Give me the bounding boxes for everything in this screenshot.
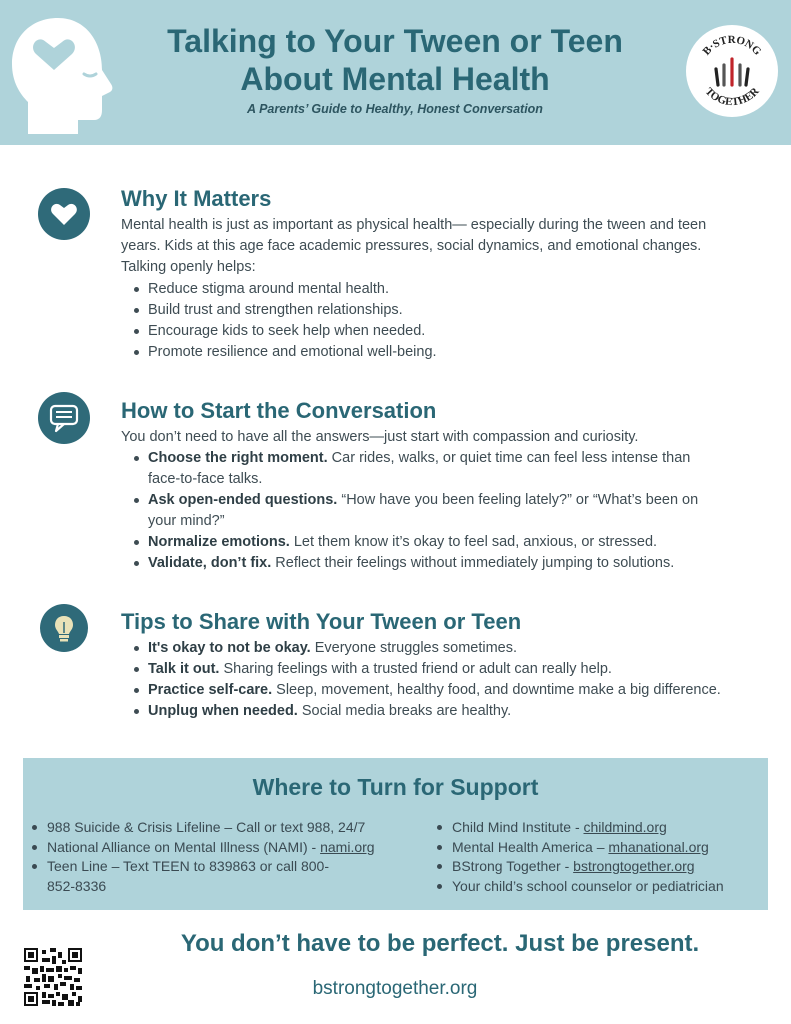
page-title	[120, 22, 670, 98]
support-heading: Where to Turn for Support	[252, 774, 539, 800]
list-item-text: Sleep, movement, healthy food, and downtime make a big difference.	[272, 682, 721, 698]
list-item: Encourage kids to seek help when needed.	[132, 321, 722, 342]
svg-text:TOGETHER: TOGETHER	[702, 85, 762, 109]
qr-code-icon	[24, 948, 82, 1006]
list-item-text: BStrong Together -	[452, 858, 574, 874]
list-item-bold: Choose the right moment.	[148, 450, 328, 466]
page-subtitle: A Parents’ Guide to Healthy, Honest Conversation	[247, 102, 543, 116]
list-item	[132, 638, 752, 659]
list-item-text: Reflect their feelings without immediately jumping to solutions.	[271, 555, 675, 571]
logo-icon	[686, 25, 778, 117]
list-item	[428, 877, 768, 897]
list-item	[132, 553, 712, 574]
list-item-bold: Talk it out.	[148, 661, 220, 677]
lightbulb-icon	[40, 604, 88, 652]
tips-list	[132, 638, 752, 722]
list-item-text: National Alliance on Mental Illness (NAMI) -	[47, 838, 321, 855]
chat-bubble-icon	[38, 392, 90, 444]
why-it-matters-paragraph: Mental health is just as important as physical health— especially during the tween and teen years. Kids at this age face academic pressures, social dynamics, and emotional changes. Talking openly helps:	[121, 217, 707, 275]
start-conversation-list	[132, 448, 712, 574]
list-item	[23, 818, 413, 838]
header-banner	[0, 0, 791, 145]
list-item-text: 988 Suicide & Crisis Lifeline – Call or text 988, 24/7	[47, 819, 366, 835]
list-item-bold: Validate, don’t fix.	[148, 555, 272, 571]
list-item-text: Everyone struggles sometimes.	[310, 640, 518, 656]
list-item	[428, 818, 768, 838]
list-item	[132, 532, 712, 553]
why-it-matters-heading: Why It Matters	[121, 186, 272, 211]
list-item-bold: Normalize emotions.	[148, 534, 290, 550]
start-conversation-heading: How to Start the Conversation	[121, 398, 437, 423]
childmind-link[interactable]: childmind.org	[583, 819, 667, 835]
list-item	[132, 490, 712, 532]
list-item-text: Teen Line – Text TEEN to 839863 or call 800-852-8336	[47, 858, 329, 894]
heart-icon	[38, 188, 90, 240]
list-item-text: Mental Health America –	[452, 838, 609, 855]
list-item-text: Social media breaks are healthy.	[297, 703, 512, 719]
footer-quote: You don’t have to be perfect. Just be present.	[180, 930, 700, 957]
list-item: Promote resilience and emotional well-being.	[132, 342, 722, 363]
bstrong-together-logo	[686, 25, 778, 117]
footer-url-link[interactable]: bstrongtogether.org	[312, 978, 478, 999]
list-item	[132, 680, 752, 701]
list-item	[132, 448, 712, 490]
list-item	[428, 857, 768, 877]
list-item	[428, 838, 768, 858]
list-item	[23, 838, 413, 858]
list-item-text: Let them know it’s okay to feel sad, anxious, or stressed.	[289, 534, 658, 550]
support-box	[23, 758, 768, 910]
head-heart-icon	[8, 12, 118, 137]
list-item	[132, 701, 752, 722]
nami-link[interactable]: nami.org	[320, 838, 375, 855]
support-list-left	[23, 818, 413, 896]
list-item: Reduce stigma around mental health.	[132, 279, 722, 300]
mhanational-link[interactable]: mhanational.org	[608, 838, 709, 855]
list-item-bold: Practice self-care.	[148, 682, 273, 698]
tips-heading: Tips to Share with Your Tween or Teen	[121, 609, 522, 634]
list-item-text: Sharing feelings with a trusted friend or adult can really help.	[219, 661, 612, 677]
list-item-text: “How have you been feeling lately?” or “What’s been on your mind?”	[148, 492, 699, 529]
list-item: Build trust and strengthen relationships.	[132, 300, 722, 321]
list-item-bold: It's okay to not be okay.	[148, 640, 311, 656]
title-line-2: About Mental Health	[240, 61, 550, 97]
list-item-bold: Unplug when needed.	[148, 703, 298, 719]
list-item	[23, 857, 333, 896]
bstrongtogether-link[interactable]: bstrongtogether.org	[573, 858, 695, 874]
list-item-text: Your child’s school counselor or pediatrician	[452, 877, 724, 894]
list-item-bold: Ask open-ended questions.	[148, 492, 338, 508]
list-item-text: Car rides, walks, or quiet time can feel less intense than face-to-face talks.	[148, 450, 691, 487]
list-item-text: Child Mind Institute -	[452, 819, 584, 835]
list-item	[132, 659, 752, 680]
support-list-right	[428, 818, 768, 896]
title-line-1: Talking to Your Tween or Teen	[167, 23, 623, 59]
start-conversation-paragraph: You don’t need to have all the answers—just start with compassion and curiosity.	[121, 429, 639, 445]
svg-text:B·STRONG: B·STRONG	[700, 33, 764, 58]
why-it-matters-list	[132, 279, 722, 363]
